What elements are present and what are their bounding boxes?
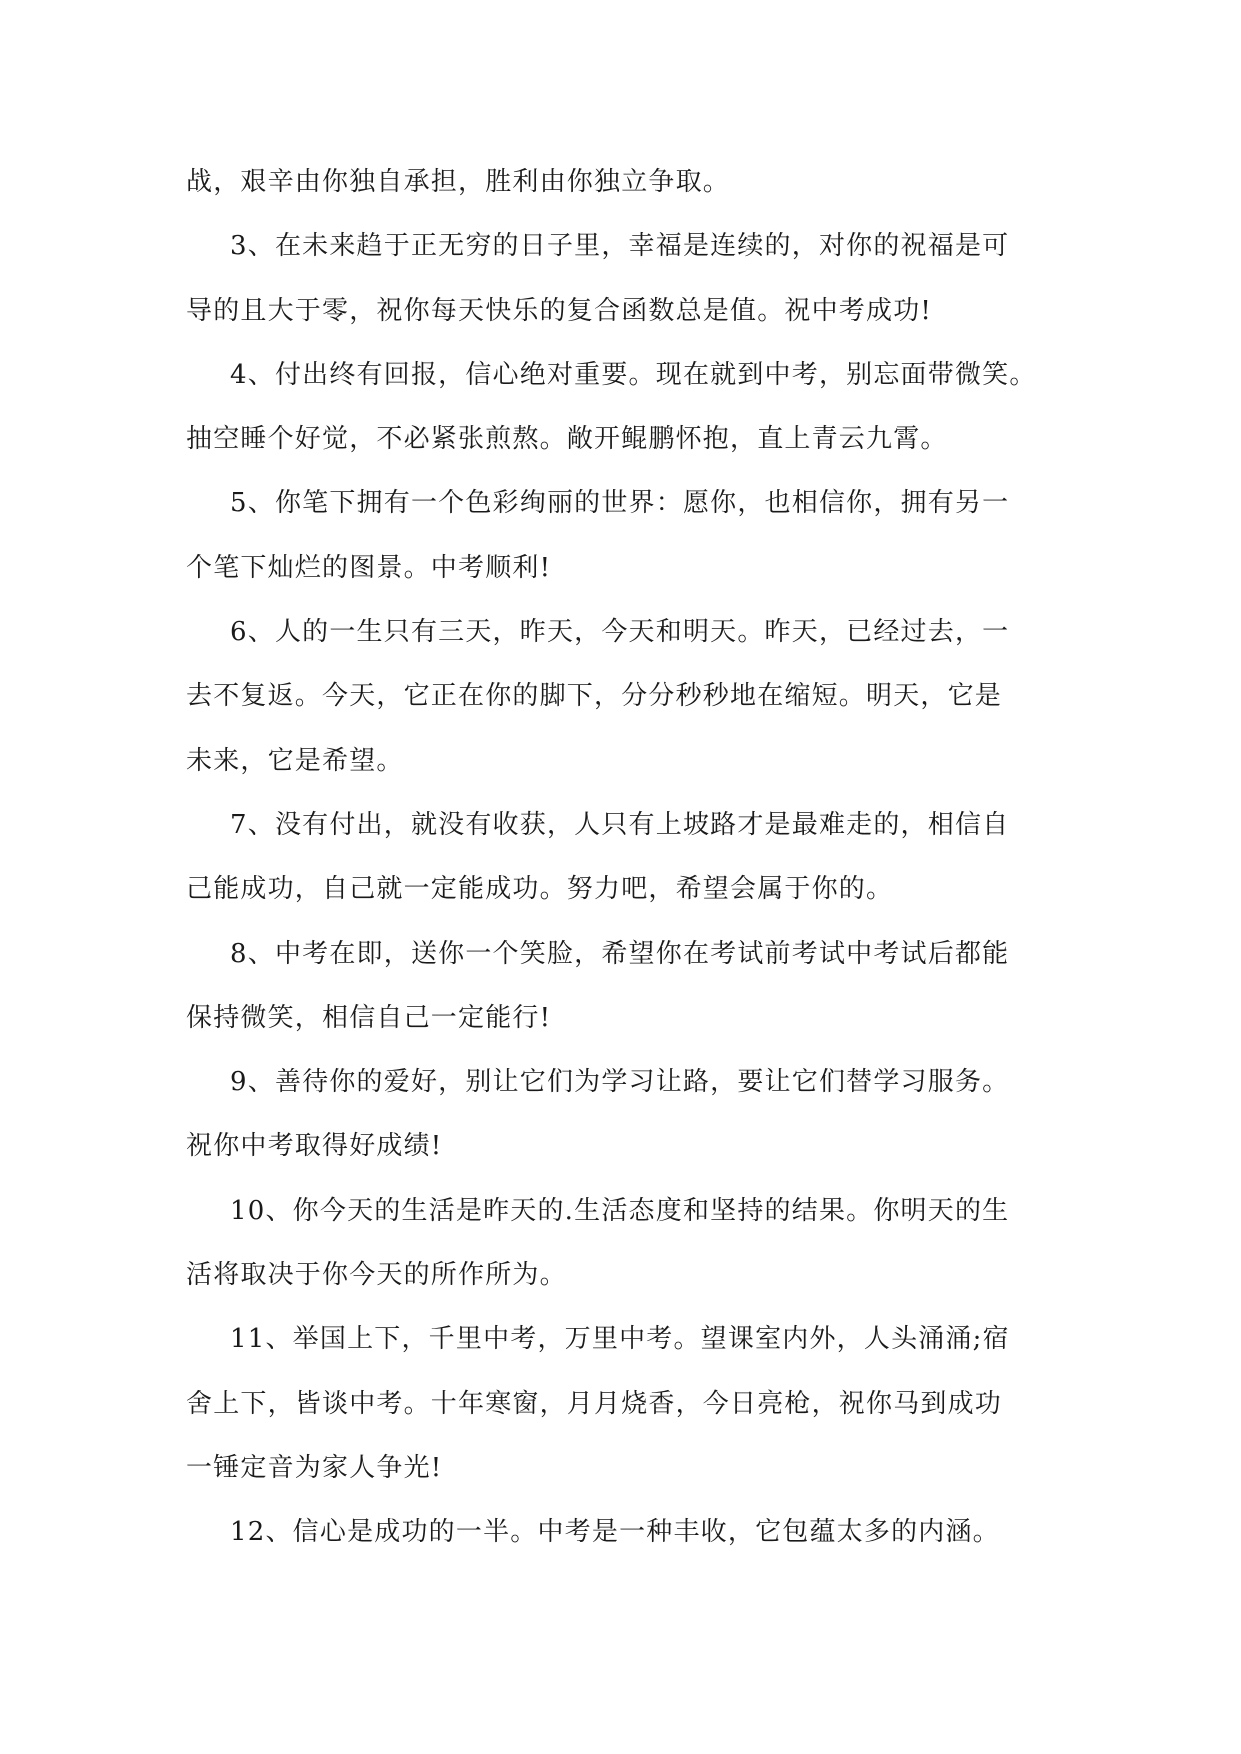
paragraph-line: 9、善待你的爱好，别让它们为学习让路，要让它们替学习服务。: [230, 1067, 1010, 1098]
paragraph-line: 活将取决于你今天的所作所为。: [186, 1260, 567, 1291]
paragraph-line: 10、你今天的生活是昨天的.生活态度和坚持的结果。你明天的生: [230, 1195, 1010, 1226]
paragraph-line: 11、举国上下，千里中考，万里中考。望课室内外，人头涌涌;宿: [230, 1324, 1010, 1355]
paragraph-continued: [186, 150, 1066, 214]
paragraph-3: [186, 214, 1066, 343]
paragraph-4: [186, 343, 1066, 472]
paragraph-6: [186, 600, 1066, 793]
paragraph-line: 祝你中考取得好成绩!: [186, 1131, 443, 1162]
paragraph-11: [186, 1307, 1066, 1500]
paragraph-line: 3、在未来趋于正无穷的日子里，幸福是连续的，对你的祝福是可: [230, 231, 1010, 262]
paragraph-line: 去不复返。今天，它正在你的脚下，分分秒秒地在缩短。明天，它是: [186, 681, 1003, 712]
paragraph-line: 8、中考在即，送你一个笑脸，希望你在考试前考试中考试后都能: [230, 938, 1010, 969]
paragraph-line: 6、人的一生只有三天，昨天，今天和明天。昨天，已经过去，一: [230, 617, 1010, 648]
paragraph-12: [186, 1500, 1066, 1564]
paragraph-line: 4、付出终有回报，信心绝对重要。现在就到中考，别忘面带微笑。: [230, 359, 1037, 390]
paragraph-line: 7、没有付出，就没有收获，人只有上坡路才是最难走的，相信自: [230, 809, 1010, 840]
paragraph-line: 舍上下，皆谈中考。十年寒窗，月月烧香，今日亮枪，祝你马到成功: [186, 1388, 1003, 1419]
paragraph-line: 未来，它是希望。: [186, 745, 404, 776]
paragraph-line: 导的且大于零，祝你每天快乐的复合函数总是值。祝中考成功!: [186, 295, 933, 326]
paragraph-5: [186, 471, 1066, 600]
paragraph-line: 一锤定音为家人争光!: [186, 1452, 443, 1483]
paragraph-7: [186, 793, 1066, 922]
paragraph-line: 个笔下灿烂的图景。中考顺利!: [186, 552, 552, 583]
document-body: [186, 150, 1066, 1565]
paragraph-line: 12、信心是成功的一半。中考是一种丰收，它包蕴太多的内涵。: [230, 1517, 1000, 1548]
paragraph-9: [186, 1050, 1066, 1179]
paragraph-line: 己能成功，自己就一定能成功。努力吧，希望会属于你的。: [186, 874, 894, 905]
paragraph-line: 战，艰辛由你独自承担，胜利由你独立争取。: [186, 167, 731, 197]
paragraph-8: [186, 922, 1066, 1051]
paragraph-10: [186, 1179, 1066, 1308]
paragraph-line: 5、你笔下拥有一个色彩绚丽的世界：愿你，也相信你，拥有另一: [230, 488, 1010, 519]
paragraph-line: 保持微笑，相信自己一定能行!: [186, 1002, 552, 1033]
paragraph-line: 抽空睡个好觉，不必紧张煎熬。敞开鲲鹏怀抱，直上青云九霄。: [186, 424, 948, 455]
